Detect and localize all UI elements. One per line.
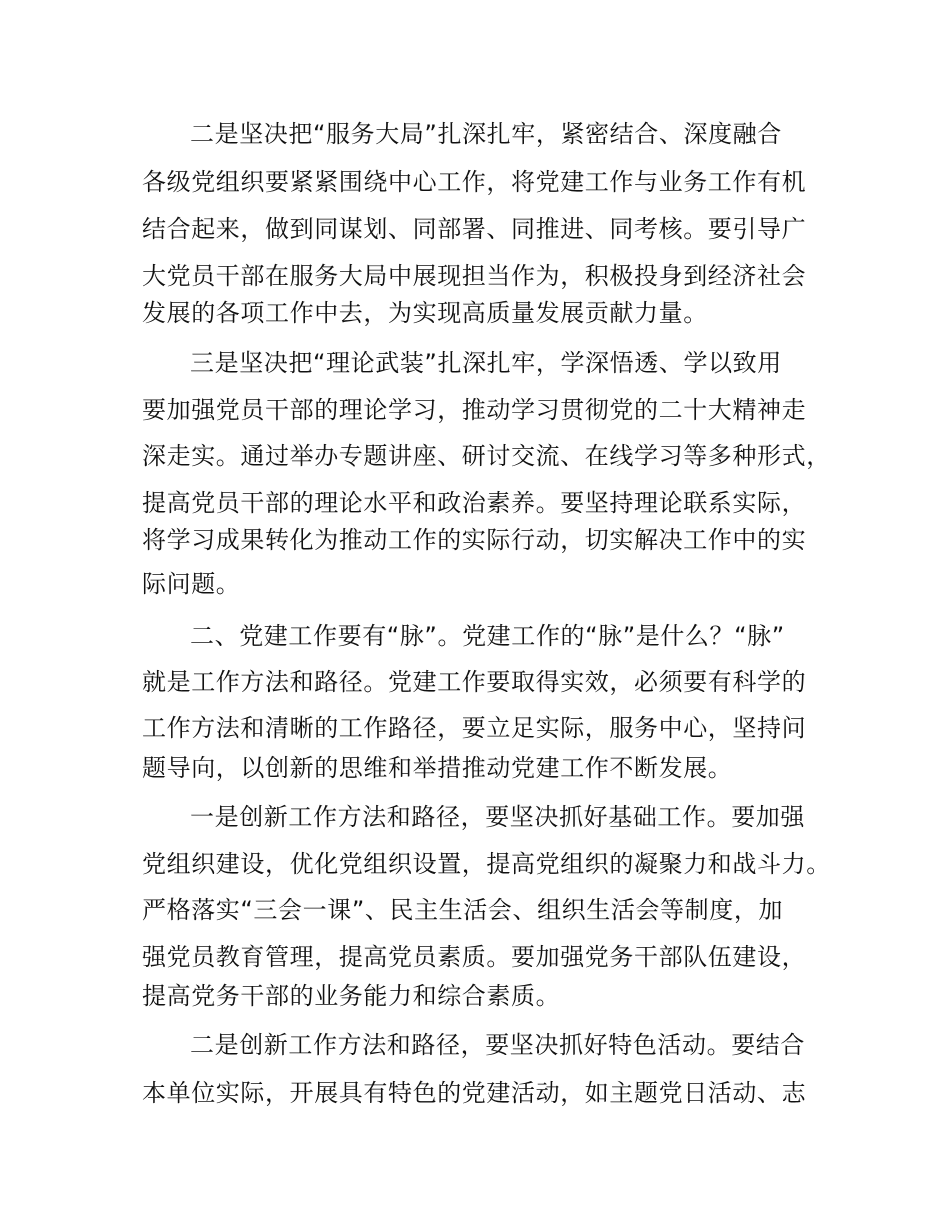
text-line: 深走实。通过举办专题讲座、研讨交流、在线学习等多种形式，: [142, 442, 831, 470]
text-line: 严格落实“三会一课”、民主生活会、组织生活会等制度，加: [142, 896, 784, 924]
text-line: 本单位实际，开展具有特色的党建活动，如主题党日活动、志: [142, 1079, 807, 1107]
text-line: 提高党务干部的业务能力和综合素质。: [142, 982, 561, 1010]
text-line: 题导向，以创新的思维和举措推动党建工作不断发展。: [142, 754, 733, 782]
text-line: 三是坚决把“理论武装”扎深扎牢，学深悟透、学以致用: [190, 349, 782, 377]
text-line: 工作方法和清晰的工作路径，要立足实际，服务中心，坚持问: [142, 714, 807, 742]
text-line: 就是工作方法和路径。党建工作要取得实效，必须要有科学的: [142, 668, 807, 696]
text-line: 要加强党员干部的理论学习，推动学习贯彻党的二十大精神走: [142, 396, 807, 424]
text-line: 二是坚决把“服务大局”扎深扎牢，紧密结合、深度融合: [190, 120, 782, 148]
text-line: 各级党组织要紧紧围绕中心工作，将党建工作与业务工作有机: [142, 168, 807, 196]
text-line: 提高党员干部的理论水平和政治素养。要坚持理论联系实际，: [142, 489, 807, 517]
text-line: 发展的各项工作中去，为实现高质量发展贡献力量。: [142, 299, 708, 327]
text-line: 一是创新工作方法和路径，要坚决抓好基础工作。要加强: [190, 803, 805, 831]
text-line: 大党员干部在服务大局中展现担当作为，积极投身到经济社会: [142, 262, 807, 290]
text-line: 强党员教育管理，提高党员素质。要加强党务干部队伍建设，: [142, 943, 807, 971]
text-line: 二是创新工作方法和路径，要坚决抓好特色活动。要结合: [190, 1031, 805, 1059]
text-line: 际问题。: [142, 570, 241, 598]
text-line: 二、党建工作要有“脉”。党建工作的“脉”是什么？“脉”: [190, 622, 785, 650]
text-line: 结合起来，做到同谋划、同部署、同推进、同考核。要引导广: [142, 215, 807, 243]
text-line: 将学习成果转化为推动工作的实际行动，切实解决工作中的实: [142, 526, 807, 554]
text-line: 党组织建设，优化党组织设置，提高党组织的凝聚力和战斗力。: [142, 850, 831, 878]
